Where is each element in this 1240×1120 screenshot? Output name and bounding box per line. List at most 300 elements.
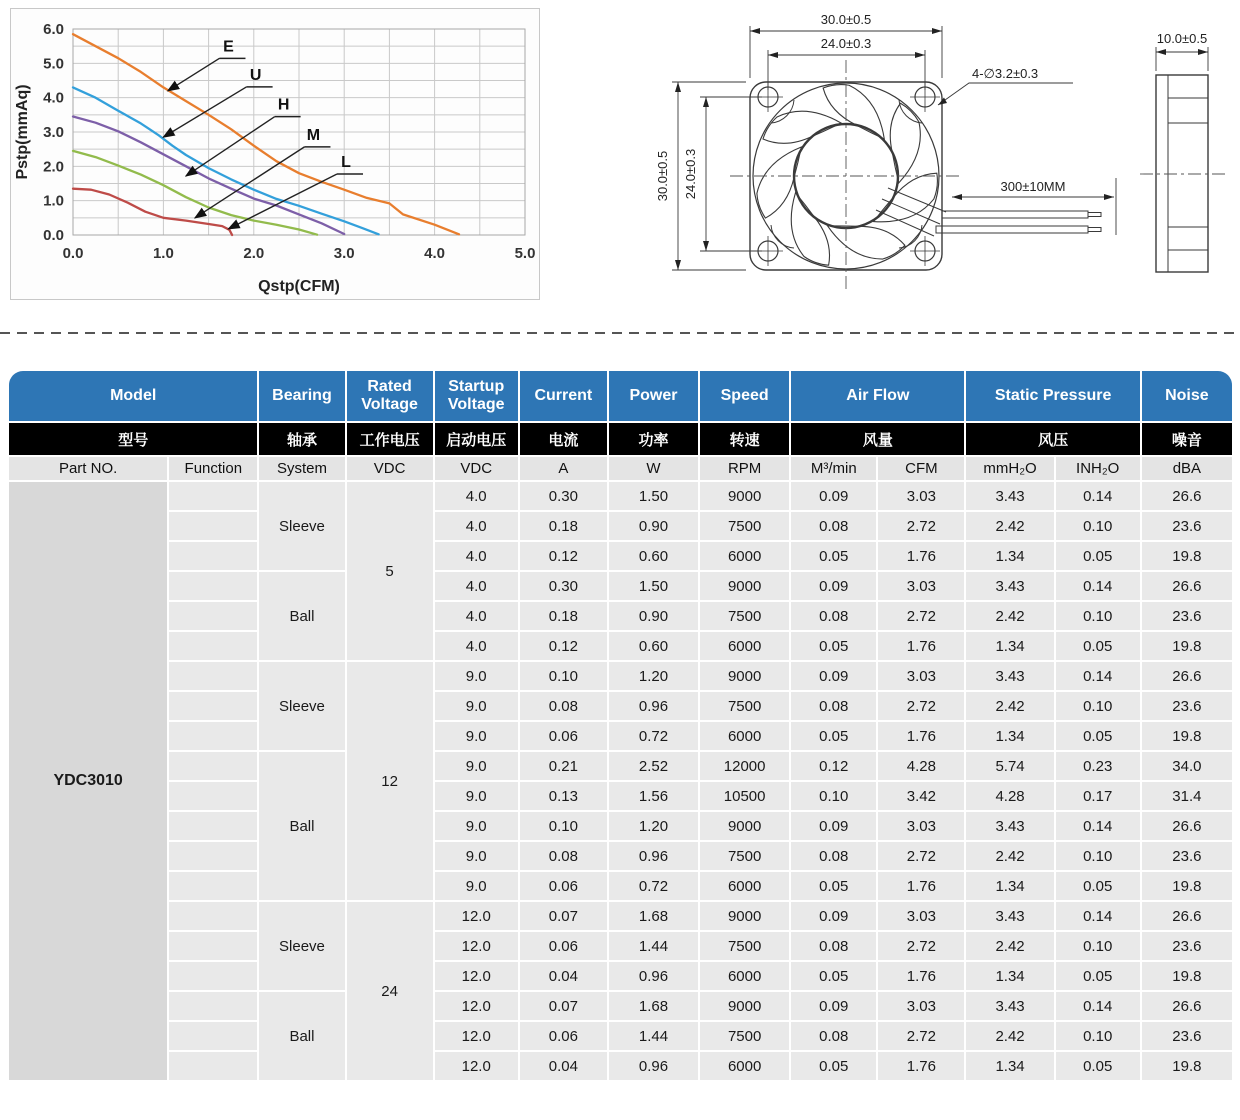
spec-cell-3: 6000 <box>700 542 789 570</box>
spec-cell-8: 26.6 <box>1142 992 1232 1020</box>
spec-cell-3: 9000 <box>700 662 789 690</box>
spec-cell-0: 12.0 <box>435 902 518 930</box>
spec-cell-6: 1.34 <box>966 722 1053 750</box>
spec-cell-7: 0.05 <box>1056 632 1140 660</box>
spec-cell-4: 0.05 <box>791 962 876 990</box>
spec-cell-1: 0.08 <box>520 842 607 870</box>
spec-cell-1: 0.10 <box>520 812 607 840</box>
spec-cell-8: 31.4 <box>1142 782 1232 810</box>
spec-cell-5: 2.72 <box>878 512 964 540</box>
table-row <box>9 722 1232 750</box>
curve-label-L: L <box>341 154 351 172</box>
spec-cell-5: 1.76 <box>878 542 964 570</box>
spec-cell-0: 9.0 <box>435 812 518 840</box>
header-power: Power <box>609 371 698 421</box>
spec-cell-8: 19.8 <box>1142 872 1232 900</box>
spec-cell-4: 0.09 <box>791 992 876 1020</box>
spec-cell-8: 23.6 <box>1142 1022 1232 1050</box>
dim-front-width: 30.0±0.5 <box>820 12 872 27</box>
spec-cell-7: 0.10 <box>1056 692 1140 720</box>
spec-cell-2: 1.68 <box>609 902 698 930</box>
spec-cell-2: 2.52 <box>609 752 698 780</box>
spec-cell-8: 26.6 <box>1142 662 1232 690</box>
function-cell <box>169 962 257 990</box>
table-row <box>9 812 1232 840</box>
spec-cell-2: 0.96 <box>609 842 698 870</box>
x-tick-label: 2.0 <box>243 245 265 262</box>
spec-cell-1: 0.04 <box>520 1052 607 1080</box>
spec-cell-7: 0.10 <box>1056 842 1140 870</box>
bearing-system-cell: Ball <box>259 752 344 900</box>
spec-cell-3: 9000 <box>700 482 789 510</box>
function-cell <box>169 572 257 600</box>
spec-cell-7: 0.10 <box>1056 1022 1140 1050</box>
spec-cell-8: 26.6 <box>1142 572 1232 600</box>
spec-cell-4: 0.05 <box>791 722 876 750</box>
bearing-system-cell: Sleeve <box>259 482 344 570</box>
spec-cell-0: 4.0 <box>435 542 518 570</box>
spec-cell-3: 6000 <box>700 722 789 750</box>
header-startup-voltage: Startup Voltage <box>435 371 518 421</box>
bearing-system-cell: Ball <box>259 992 344 1080</box>
spec-cell-3: 7500 <box>700 692 789 720</box>
x-tick-label: 3.0 <box>333 245 355 262</box>
spec-cell-5: 3.03 <box>878 812 964 840</box>
spec-cell-0: 9.0 <box>435 872 518 900</box>
spec-cell-0: 9.0 <box>435 692 518 720</box>
spec-cell-4: 0.09 <box>791 482 876 510</box>
header-cn-2: 工作电压 <box>347 423 433 455</box>
spec-cell-1: 0.07 <box>520 992 607 1020</box>
spec-cell-2: 1.56 <box>609 782 698 810</box>
spec-cell-1: 0.04 <box>520 962 607 990</box>
unit-header-7: RPM <box>700 457 789 480</box>
rated-voltage-cell: 24 <box>347 902 433 1080</box>
spec-cell-1: 0.30 <box>520 572 607 600</box>
spec-cell-7: 0.05 <box>1056 962 1140 990</box>
table-row <box>9 482 1232 510</box>
spec-cell-0: 9.0 <box>435 842 518 870</box>
header-cn-9: 噪音 <box>1142 423 1232 455</box>
bearing-system-cell: Ball <box>259 572 344 660</box>
function-cell <box>169 782 257 810</box>
y-tick-label: 4.0 <box>43 89 64 107</box>
header-cn-6: 转速 <box>700 423 789 455</box>
spec-cell-6: 3.43 <box>966 662 1053 690</box>
spec-cell-3: 7500 <box>700 842 789 870</box>
spec-cell-3: 6000 <box>700 962 789 990</box>
function-cell <box>169 902 257 930</box>
spec-cell-4: 0.08 <box>791 512 876 540</box>
header-air-flow: Air Flow <box>791 371 964 421</box>
label-arrow <box>186 117 275 176</box>
spec-cell-4: 0.09 <box>791 572 876 600</box>
rated-voltage-cell: 5 <box>347 482 433 660</box>
label-arrow <box>228 174 337 229</box>
spec-cell-8: 19.8 <box>1142 632 1232 660</box>
spec-cell-1: 0.12 <box>520 542 607 570</box>
table-row <box>9 752 1232 780</box>
unit-header-6: W <box>609 457 698 480</box>
spec-cell-6: 1.34 <box>966 872 1053 900</box>
specification-table <box>7 369 1234 1082</box>
header-rated-voltage: Rated Voltage <box>347 371 433 421</box>
spec-cell-2: 0.90 <box>609 602 698 630</box>
spec-cell-4: 0.09 <box>791 902 876 930</box>
spec-cell-0: 4.0 <box>435 632 518 660</box>
spec-cell-7: 0.14 <box>1056 482 1140 510</box>
curve-label-U: U <box>249 66 262 84</box>
function-cell <box>169 632 257 660</box>
spec-cell-2: 0.90 <box>609 512 698 540</box>
bearing-system-cell: Sleeve <box>259 662 344 750</box>
table-row <box>9 1022 1232 1050</box>
spec-cell-5: 3.03 <box>878 662 964 690</box>
spec-cell-7: 0.05 <box>1056 1052 1140 1080</box>
fan-side-view <box>1140 47 1226 272</box>
function-cell <box>169 662 257 690</box>
spec-cell-5: 1.76 <box>878 962 964 990</box>
spec-cell-6: 1.34 <box>966 632 1053 660</box>
spec-cell-1: 0.06 <box>520 872 607 900</box>
spec-cell-6: 3.43 <box>966 572 1053 600</box>
bearing-system-cell: Sleeve <box>259 902 344 990</box>
spec-cell-3: 9000 <box>700 992 789 1020</box>
spec-cell-8: 26.6 <box>1142 812 1232 840</box>
spec-cell-0: 4.0 <box>435 602 518 630</box>
header-model: Model <box>9 371 257 421</box>
spec-cell-2: 1.50 <box>609 572 698 600</box>
spec-cell-8: 23.6 <box>1142 602 1232 630</box>
spec-cell-1: 0.12 <box>520 632 607 660</box>
header-cn-1: 轴承 <box>259 423 344 455</box>
x-tick-label: 5.0 <box>514 245 536 262</box>
function-cell <box>169 812 257 840</box>
table-row <box>9 662 1232 690</box>
curve-label-M: M <box>306 126 321 144</box>
spec-cell-4: 0.05 <box>791 1052 876 1080</box>
spec-cell-2: 0.60 <box>609 632 698 660</box>
spec-cell-4: 0.09 <box>791 662 876 690</box>
spec-cell-6: 3.43 <box>966 482 1053 510</box>
table-row <box>9 992 1232 1020</box>
header-cn-8: 风压 <box>966 423 1139 455</box>
spec-cell-1: 0.21 <box>520 752 607 780</box>
spec-cell-8: 23.6 <box>1142 932 1232 960</box>
table-row <box>9 512 1232 540</box>
y-tick-label: 1.0 <box>43 192 64 210</box>
spec-cell-6: 2.42 <box>966 512 1053 540</box>
spec-cell-7: 0.10 <box>1056 602 1140 630</box>
header-static-pressure: Static Pressure <box>966 371 1139 421</box>
table-row <box>9 842 1232 870</box>
part-no-cell: YDC3010 <box>9 482 167 1080</box>
spec-cell-6: 3.43 <box>966 992 1053 1020</box>
header-cn-3: 启动电压 <box>435 423 518 455</box>
x-tick-label: 4.0 <box>424 245 446 262</box>
spec-cell-8: 34.0 <box>1142 752 1232 780</box>
unit-header-0: Part NO. <box>9 457 167 480</box>
table-row <box>9 602 1232 630</box>
spec-cell-3: 7500 <box>700 932 789 960</box>
spec-cell-1: 0.06 <box>520 722 607 750</box>
spec-cell-7: 0.05 <box>1056 872 1140 900</box>
header-noise: Noise <box>1142 371 1232 421</box>
spec-cell-3: 7500 <box>700 512 789 540</box>
spec-cell-6: 3.43 <box>966 812 1053 840</box>
label-arrow <box>195 147 304 218</box>
function-cell <box>169 842 257 870</box>
unit-header-10: mmH₂O <box>966 457 1053 480</box>
spec-cell-0: 9.0 <box>435 722 518 750</box>
spec-cell-7: 0.14 <box>1056 992 1140 1020</box>
spec-cell-8: 26.6 <box>1142 482 1232 510</box>
spec-cell-3: 6000 <box>700 872 789 900</box>
spec-cell-4: 0.09 <box>791 812 876 840</box>
y-tick-label: 2.0 <box>43 158 64 176</box>
spec-cell-4: 0.12 <box>791 752 876 780</box>
spec-cell-8: 19.8 <box>1142 1052 1232 1080</box>
spec-cell-3: 6000 <box>700 632 789 660</box>
unit-header-9: CFM <box>878 457 964 480</box>
spec-cell-2: 1.44 <box>609 932 698 960</box>
y-tick-label: 0.0 <box>43 227 64 244</box>
spec-cell-7: 0.14 <box>1056 812 1140 840</box>
spec-cell-3: 6000 <box>700 1052 789 1080</box>
spec-cell-1: 0.08 <box>520 692 607 720</box>
spec-cell-0: 9.0 <box>435 662 518 690</box>
spec-cell-2: 1.20 <box>609 662 698 690</box>
spec-cell-2: 1.44 <box>609 1022 698 1050</box>
spec-cell-6: 5.74 <box>966 752 1053 780</box>
spec-cell-1: 0.06 <box>520 932 607 960</box>
curve-label-E: E <box>223 38 234 56</box>
spec-cell-5: 2.72 <box>878 1022 964 1050</box>
y-tick-label: 3.0 <box>43 124 64 141</box>
header-current: Current <box>520 371 607 421</box>
spec-cell-2: 0.72 <box>609 722 698 750</box>
table-row <box>9 572 1232 600</box>
fan-blades <box>744 71 949 272</box>
spec-cell-2: 0.60 <box>609 542 698 570</box>
function-cell <box>169 722 257 750</box>
unit-header-5: A <box>520 457 607 480</box>
spec-cell-6: 1.34 <box>966 1052 1053 1080</box>
fan-front-view <box>730 60 1101 292</box>
spec-cell-4: 0.05 <box>791 872 876 900</box>
spec-cell-7: 0.23 <box>1056 752 1140 780</box>
function-cell <box>169 692 257 720</box>
unit-header-2: System <box>259 457 344 480</box>
spec-cell-5: 3.03 <box>878 572 964 600</box>
spec-cell-0: 4.0 <box>435 512 518 540</box>
spec-cell-3: 12000 <box>700 752 789 780</box>
spec-cell-3: 9000 <box>700 812 789 840</box>
spec-cell-2: 1.20 <box>609 812 698 840</box>
spec-cell-5: 1.76 <box>878 1052 964 1080</box>
spec-cell-5: 1.76 <box>878 872 964 900</box>
lead-wires <box>876 188 1101 236</box>
spec-cell-0: 12.0 <box>435 1052 518 1080</box>
unit-header-1: Function <box>169 457 257 480</box>
spec-cell-5: 1.76 <box>878 722 964 750</box>
dimension-drawing <box>636 0 1240 333</box>
spec-cell-7: 0.17 <box>1056 782 1140 810</box>
spec-cell-6: 2.42 <box>966 602 1053 630</box>
spec-cell-6: 1.34 <box>966 962 1053 990</box>
x-tick-label: 1.0 <box>152 245 174 262</box>
spec-cell-4: 0.08 <box>791 842 876 870</box>
spec-cell-5: 3.42 <box>878 782 964 810</box>
spec-cell-5: 4.28 <box>878 752 964 780</box>
spec-cell-4: 0.08 <box>791 1022 876 1050</box>
spec-cell-1: 0.13 <box>520 782 607 810</box>
spec-cell-0: 4.0 <box>435 482 518 510</box>
header-speed: Speed <box>700 371 789 421</box>
function-cell <box>169 602 257 630</box>
spec-cell-2: 1.68 <box>609 992 698 1020</box>
unit-header-11: INH₂O <box>1056 457 1140 480</box>
spec-cell-1: 0.07 <box>520 902 607 930</box>
spec-cell-2: 1.50 <box>609 482 698 510</box>
spec-cell-1: 0.06 <box>520 1022 607 1050</box>
function-cell <box>169 932 257 960</box>
table-row <box>9 1052 1232 1080</box>
spec-cell-2: 0.96 <box>609 1052 698 1080</box>
function-cell <box>169 752 257 780</box>
spec-cell-0: 12.0 <box>435 962 518 990</box>
table-row <box>9 962 1232 990</box>
dim-front-height: 30.0±0.5 <box>655 150 670 202</box>
spec-cell-6: 4.28 <box>966 782 1053 810</box>
spec-cell-8: 19.8 <box>1142 542 1232 570</box>
function-cell <box>169 1052 257 1080</box>
spec-cell-6: 2.42 <box>966 692 1053 720</box>
spec-cell-4: 0.08 <box>791 692 876 720</box>
spec-cell-8: 26.6 <box>1142 902 1232 930</box>
function-cell <box>169 872 257 900</box>
spec-cell-2: 0.96 <box>609 962 698 990</box>
spec-cell-4: 0.08 <box>791 602 876 630</box>
unit-header-12: dBA <box>1142 457 1232 480</box>
dim-hole-pitch-y: 24.0±0.3 <box>683 148 698 200</box>
header-cn-4: 电流 <box>520 423 607 455</box>
dim-lead-wire: 300±10MM <box>1000 179 1066 194</box>
table-row <box>9 542 1232 570</box>
spec-cell-8: 23.6 <box>1142 842 1232 870</box>
header-cn-7: 风量 <box>791 423 964 455</box>
x-axis-label: Qstp(CFM) <box>258 278 340 295</box>
spec-cell-0: 9.0 <box>435 752 518 780</box>
spec-cell-0: 12.0 <box>435 932 518 960</box>
spec-cell-1: 0.30 <box>520 482 607 510</box>
spec-cell-0: 12.0 <box>435 992 518 1020</box>
unit-header-4: VDC <box>435 457 518 480</box>
spec-cell-6: 3.43 <box>966 902 1053 930</box>
spec-cell-3: 7500 <box>700 602 789 630</box>
dimension-drawing-panel <box>636 0 1240 333</box>
spec-cell-5: 3.03 <box>878 902 964 930</box>
spec-cell-4: 0.05 <box>791 632 876 660</box>
dashed-divider <box>0 332 1240 334</box>
x-tick-label: 0.0 <box>62 245 84 262</box>
spec-cell-4: 0.08 <box>791 932 876 960</box>
function-cell <box>169 992 257 1020</box>
unit-header-8: M³/min <box>791 457 876 480</box>
spec-cell-8: 19.8 <box>1142 962 1232 990</box>
spec-cell-3: 7500 <box>700 1022 789 1050</box>
spec-cell-7: 0.05 <box>1056 722 1140 750</box>
spec-cell-5: 3.03 <box>878 482 964 510</box>
spec-cell-5: 2.72 <box>878 692 964 720</box>
table-row <box>9 932 1232 960</box>
function-cell <box>169 542 257 570</box>
spec-cell-2: 0.72 <box>609 872 698 900</box>
header-cn-5: 功率 <box>609 423 698 455</box>
spec-cell-8: 23.6 <box>1142 692 1232 720</box>
spec-cell-7: 0.10 <box>1056 932 1140 960</box>
spec-cell-3: 9000 <box>700 902 789 930</box>
table-row <box>9 782 1232 810</box>
spec-cell-8: 19.8 <box>1142 722 1232 750</box>
performance-chart-panel <box>10 8 540 300</box>
dim-hole-pitch-x: 24.0±0.3 <box>820 36 872 51</box>
performance-chart <box>11 9 539 299</box>
spec-cell-0: 4.0 <box>435 572 518 600</box>
rated-voltage-cell: 12 <box>347 662 433 900</box>
spec-cell-8: 23.6 <box>1142 512 1232 540</box>
spec-cell-2: 0.96 <box>609 692 698 720</box>
spec-cell-1: 0.10 <box>520 662 607 690</box>
function-cell <box>169 482 257 510</box>
y-tick-label: 5.0 <box>43 55 64 73</box>
curve-label-H: H <box>277 96 290 114</box>
dim-side-depth: 10.0±0.5 <box>1156 31 1208 46</box>
spec-cell-6: 2.42 <box>966 932 1053 960</box>
spec-cell-6: 2.42 <box>966 842 1053 870</box>
y-tick-label: 6.0 <box>43 21 64 38</box>
spec-cell-5: 2.72 <box>878 602 964 630</box>
spec-cell-7: 0.14 <box>1056 662 1140 690</box>
y-axis-label: Pstp(mmAq) <box>14 84 31 180</box>
header-bearing: Bearing <box>259 371 344 421</box>
spec-cell-3: 10500 <box>700 782 789 810</box>
table-row <box>9 692 1232 720</box>
function-cell <box>169 512 257 540</box>
table-row <box>9 632 1232 660</box>
spec-cell-3: 9000 <box>700 572 789 600</box>
spec-cell-4: 0.10 <box>791 782 876 810</box>
spec-cell-5: 3.03 <box>878 992 964 1020</box>
spec-cell-5: 2.72 <box>878 842 964 870</box>
spec-cell-7: 0.14 <box>1056 572 1140 600</box>
spec-cell-5: 2.72 <box>878 932 964 960</box>
top-section <box>0 0 1240 333</box>
function-cell <box>169 1022 257 1050</box>
spec-cell-6: 2.42 <box>966 1022 1053 1050</box>
unit-header-3: VDC <box>347 457 433 480</box>
spec-cell-5: 1.76 <box>878 632 964 660</box>
dim-mounting-holes: 4-∅3.2±0.3 <box>972 66 1039 81</box>
spec-cell-0: 9.0 <box>435 782 518 810</box>
spec-cell-0: 12.0 <box>435 1022 518 1050</box>
spec-cell-1: 0.18 <box>520 602 607 630</box>
spec-cell-4: 0.05 <box>791 542 876 570</box>
spec-cell-7: 0.05 <box>1056 542 1140 570</box>
header-cn-0: 型号 <box>9 423 257 455</box>
spec-cell-1: 0.18 <box>520 512 607 540</box>
spec-cell-7: 0.14 <box>1056 902 1140 930</box>
